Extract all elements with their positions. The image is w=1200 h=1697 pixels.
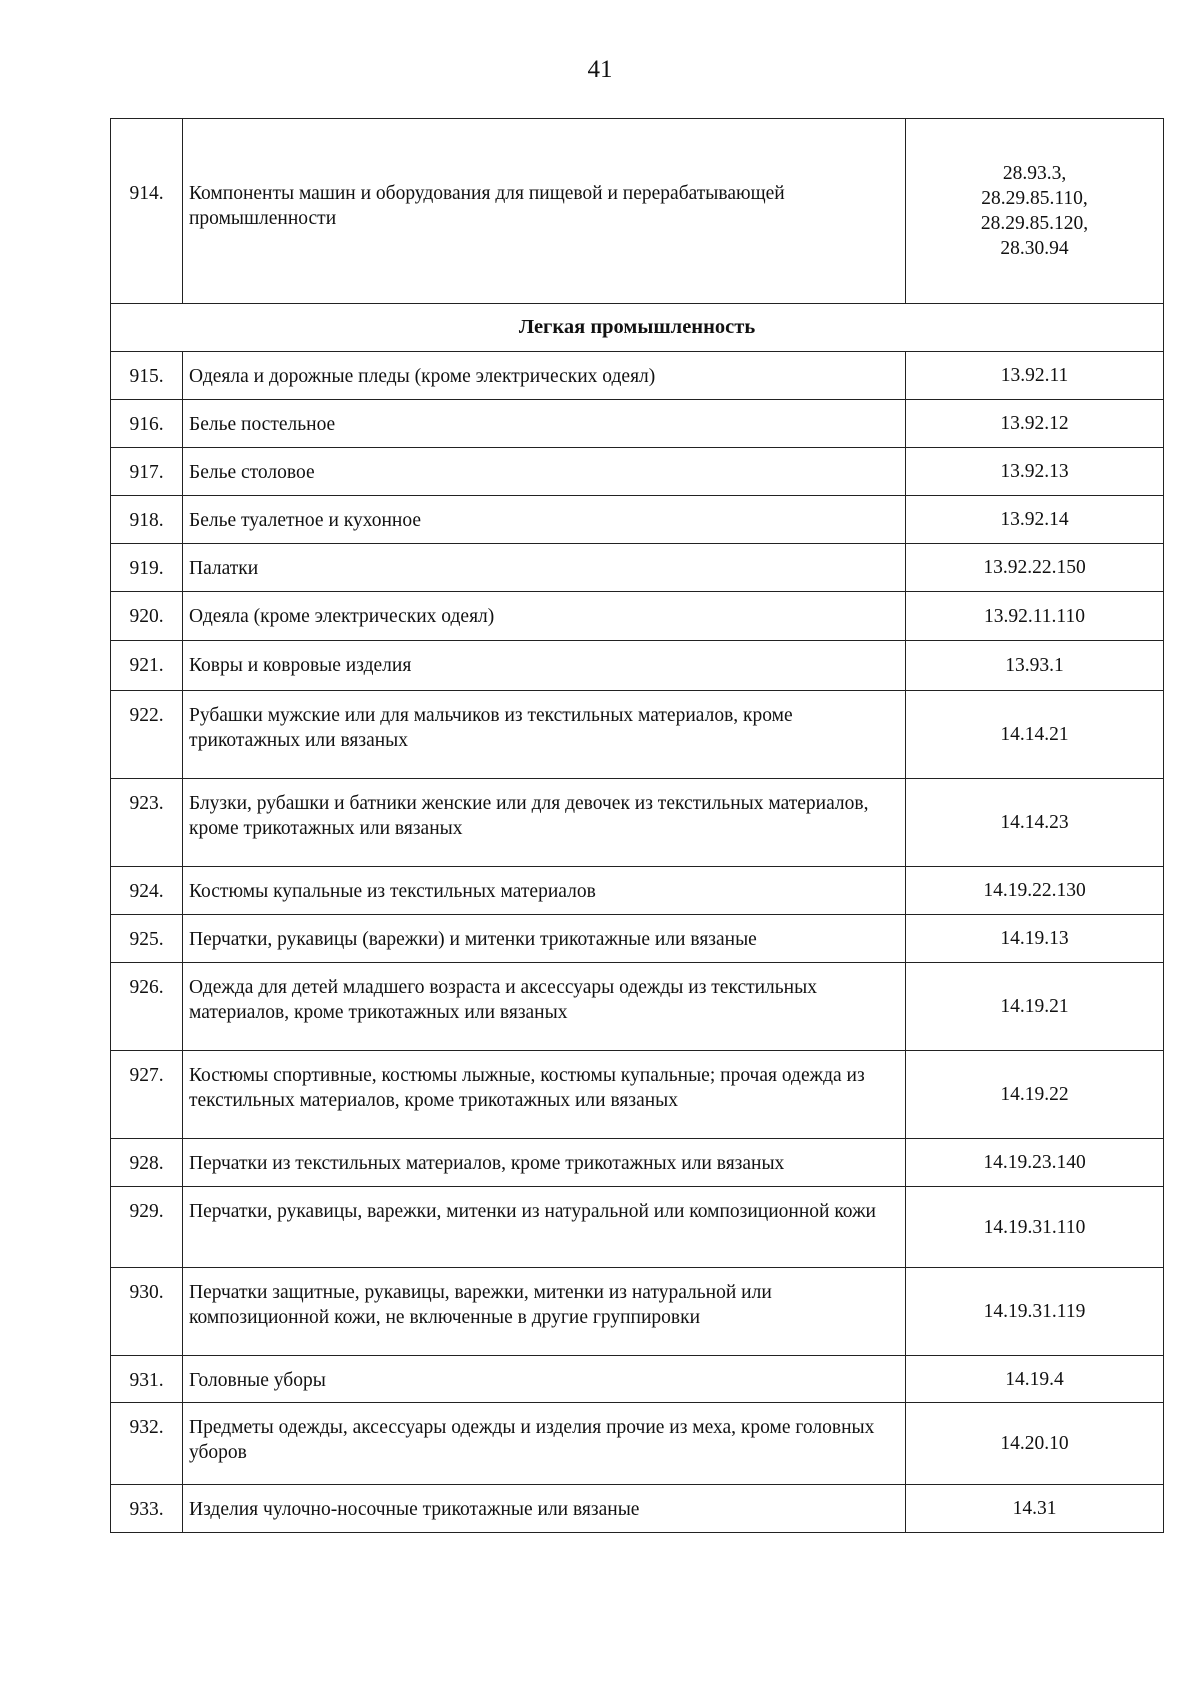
okpd-code: 13.93.1 [906, 641, 1164, 691]
table-row [111, 119, 1164, 304]
product-name: Белье туалетное и кухонное [183, 496, 906, 544]
product-name: Костюмы спортивные, костюмы лыжные, костюмы купальные; прочая одежда из текстильных материалов, кроме трикотажных или вязаных [183, 1051, 906, 1139]
product-name: Головные уборы [183, 1356, 906, 1403]
table-row [111, 592, 1164, 641]
product-name: Белье постельное [183, 400, 906, 448]
product-name: Ковры и ковровые изделия [183, 641, 906, 691]
table-row [111, 1139, 1164, 1187]
okpd-code: 13.92.12 [906, 400, 1164, 448]
table-row [111, 691, 1164, 779]
row-number: 918. [111, 496, 183, 544]
table-row [111, 963, 1164, 1051]
product-name: Перчатки, рукавицы (варежки) и митенки трикотажные или вязаные [183, 915, 906, 963]
product-name: Рубашки мужские или для мальчиков из текстильных материалов, кроме трикотажных или вязаных [183, 691, 906, 779]
table-row [111, 1268, 1164, 1356]
okpd-code: 13.92.11.110 [906, 592, 1164, 641]
product-name: Палатки [183, 544, 906, 592]
row-number: 917. [111, 448, 183, 496]
okpd-code-line: 28.29.85.120, [980, 213, 1089, 234]
product-name: Компоненты машин и оборудования для пищевой и перерабатывающей промышленности [183, 119, 906, 304]
row-number: 930. [111, 1268, 183, 1356]
table-row [111, 496, 1164, 544]
table-row [111, 544, 1164, 592]
table-row [111, 1356, 1164, 1403]
section-title: Легкая промышленность [111, 304, 1164, 352]
row-number: 928. [111, 1139, 183, 1187]
table-row [111, 1403, 1164, 1485]
okpd-code: 13.92.13 [906, 448, 1164, 496]
row-number: 931. [111, 1356, 183, 1403]
okpd-code: 14.20.10 [906, 1403, 1164, 1485]
table-row [111, 867, 1164, 915]
row-number: 920. [111, 592, 183, 641]
row-number: 921. [111, 641, 183, 691]
okpd-code: 13.92.22.150 [906, 544, 1164, 592]
page-number: 41 [587, 56, 613, 83]
row-number: 923. [111, 779, 183, 867]
okpd-code: 14.19.22 [906, 1051, 1164, 1139]
product-name: Перчатки из текстильных материалов, кроме трикотажных или вязаных [183, 1139, 906, 1187]
classification-table [110, 118, 1164, 1533]
okpd-code-line: 28.30.94 [1000, 238, 1069, 259]
row-number: 924. [111, 867, 183, 915]
table-row [111, 1485, 1164, 1533]
okpd-code: 13.92.14 [906, 496, 1164, 544]
row-number: 932. [111, 1403, 183, 1485]
product-name: Блузки, рубашки и батники женские или для девочек из текстильных материалов, кроме трикотажных или вязаных [183, 779, 906, 867]
okpd-code: 14.14.21 [906, 691, 1164, 779]
row-number: 927. [111, 1051, 183, 1139]
row-number: 926. [111, 963, 183, 1051]
table-row [111, 352, 1164, 400]
table-row [111, 448, 1164, 496]
table-row [111, 915, 1164, 963]
table-row [111, 641, 1164, 691]
table-row [111, 1187, 1164, 1268]
row-number: 919. [111, 544, 183, 592]
product-name: Перчатки, рукавицы, варежки, митенки из натуральной или композиционной кожи [183, 1187, 906, 1268]
row-number: 916. [111, 400, 183, 448]
table-body [111, 119, 1164, 1533]
row-number: 933. [111, 1485, 183, 1533]
okpd-code: 14.19.4 [906, 1356, 1164, 1403]
okpd-code: 13.92.11 [906, 352, 1164, 400]
product-name: Одежда для детей младшего возраста и аксессуары одежды из текстильных материалов, кроме трикотажных или вязаных [183, 963, 906, 1051]
table-row [111, 779, 1164, 867]
okpd-code-line: 28.29.85.110, [981, 188, 1088, 209]
okpd-code: 14.19.22.130 [906, 867, 1164, 915]
row-number: 922. [111, 691, 183, 779]
row-number: 915. [111, 352, 183, 400]
product-name: Костюмы купальные из текстильных материалов [183, 867, 906, 915]
product-name: Одеяла и дорожные пледы (кроме электрических одеял) [183, 352, 906, 400]
product-name: Белье столовое [183, 448, 906, 496]
row-number: 914. [111, 119, 183, 304]
section-row [111, 304, 1164, 352]
okpd-code: 14.19.23.140 [906, 1139, 1164, 1187]
product-name: Перчатки защитные, рукавицы, варежки, митенки из натуральной или композиционной кожи, не включенные в другие группировки [183, 1268, 906, 1356]
product-name: Одеяла (кроме электрических одеял) [183, 592, 906, 641]
row-number: 925. [111, 915, 183, 963]
okpd-code: 14.14.23 [906, 779, 1164, 867]
okpd-code: 14.19.13 [906, 915, 1164, 963]
okpd-code-line: 28.93.3, [1002, 163, 1067, 184]
product-name: Предметы одежды, аксессуары одежды и изделия прочие из меха, кроме головных уборов [183, 1403, 906, 1485]
code-cell [906, 119, 1164, 304]
row-number: 929. [111, 1187, 183, 1268]
table-row [111, 1051, 1164, 1139]
product-name: Изделия чулочно-носочные трикотажные или вязаные [183, 1485, 906, 1533]
table-row [111, 400, 1164, 448]
okpd-code: 14.31 [906, 1485, 1164, 1533]
okpd-code: 14.19.21 [906, 963, 1164, 1051]
okpd-code: 14.19.31.119 [906, 1268, 1164, 1356]
okpd-code: 14.19.31.110 [906, 1187, 1164, 1268]
